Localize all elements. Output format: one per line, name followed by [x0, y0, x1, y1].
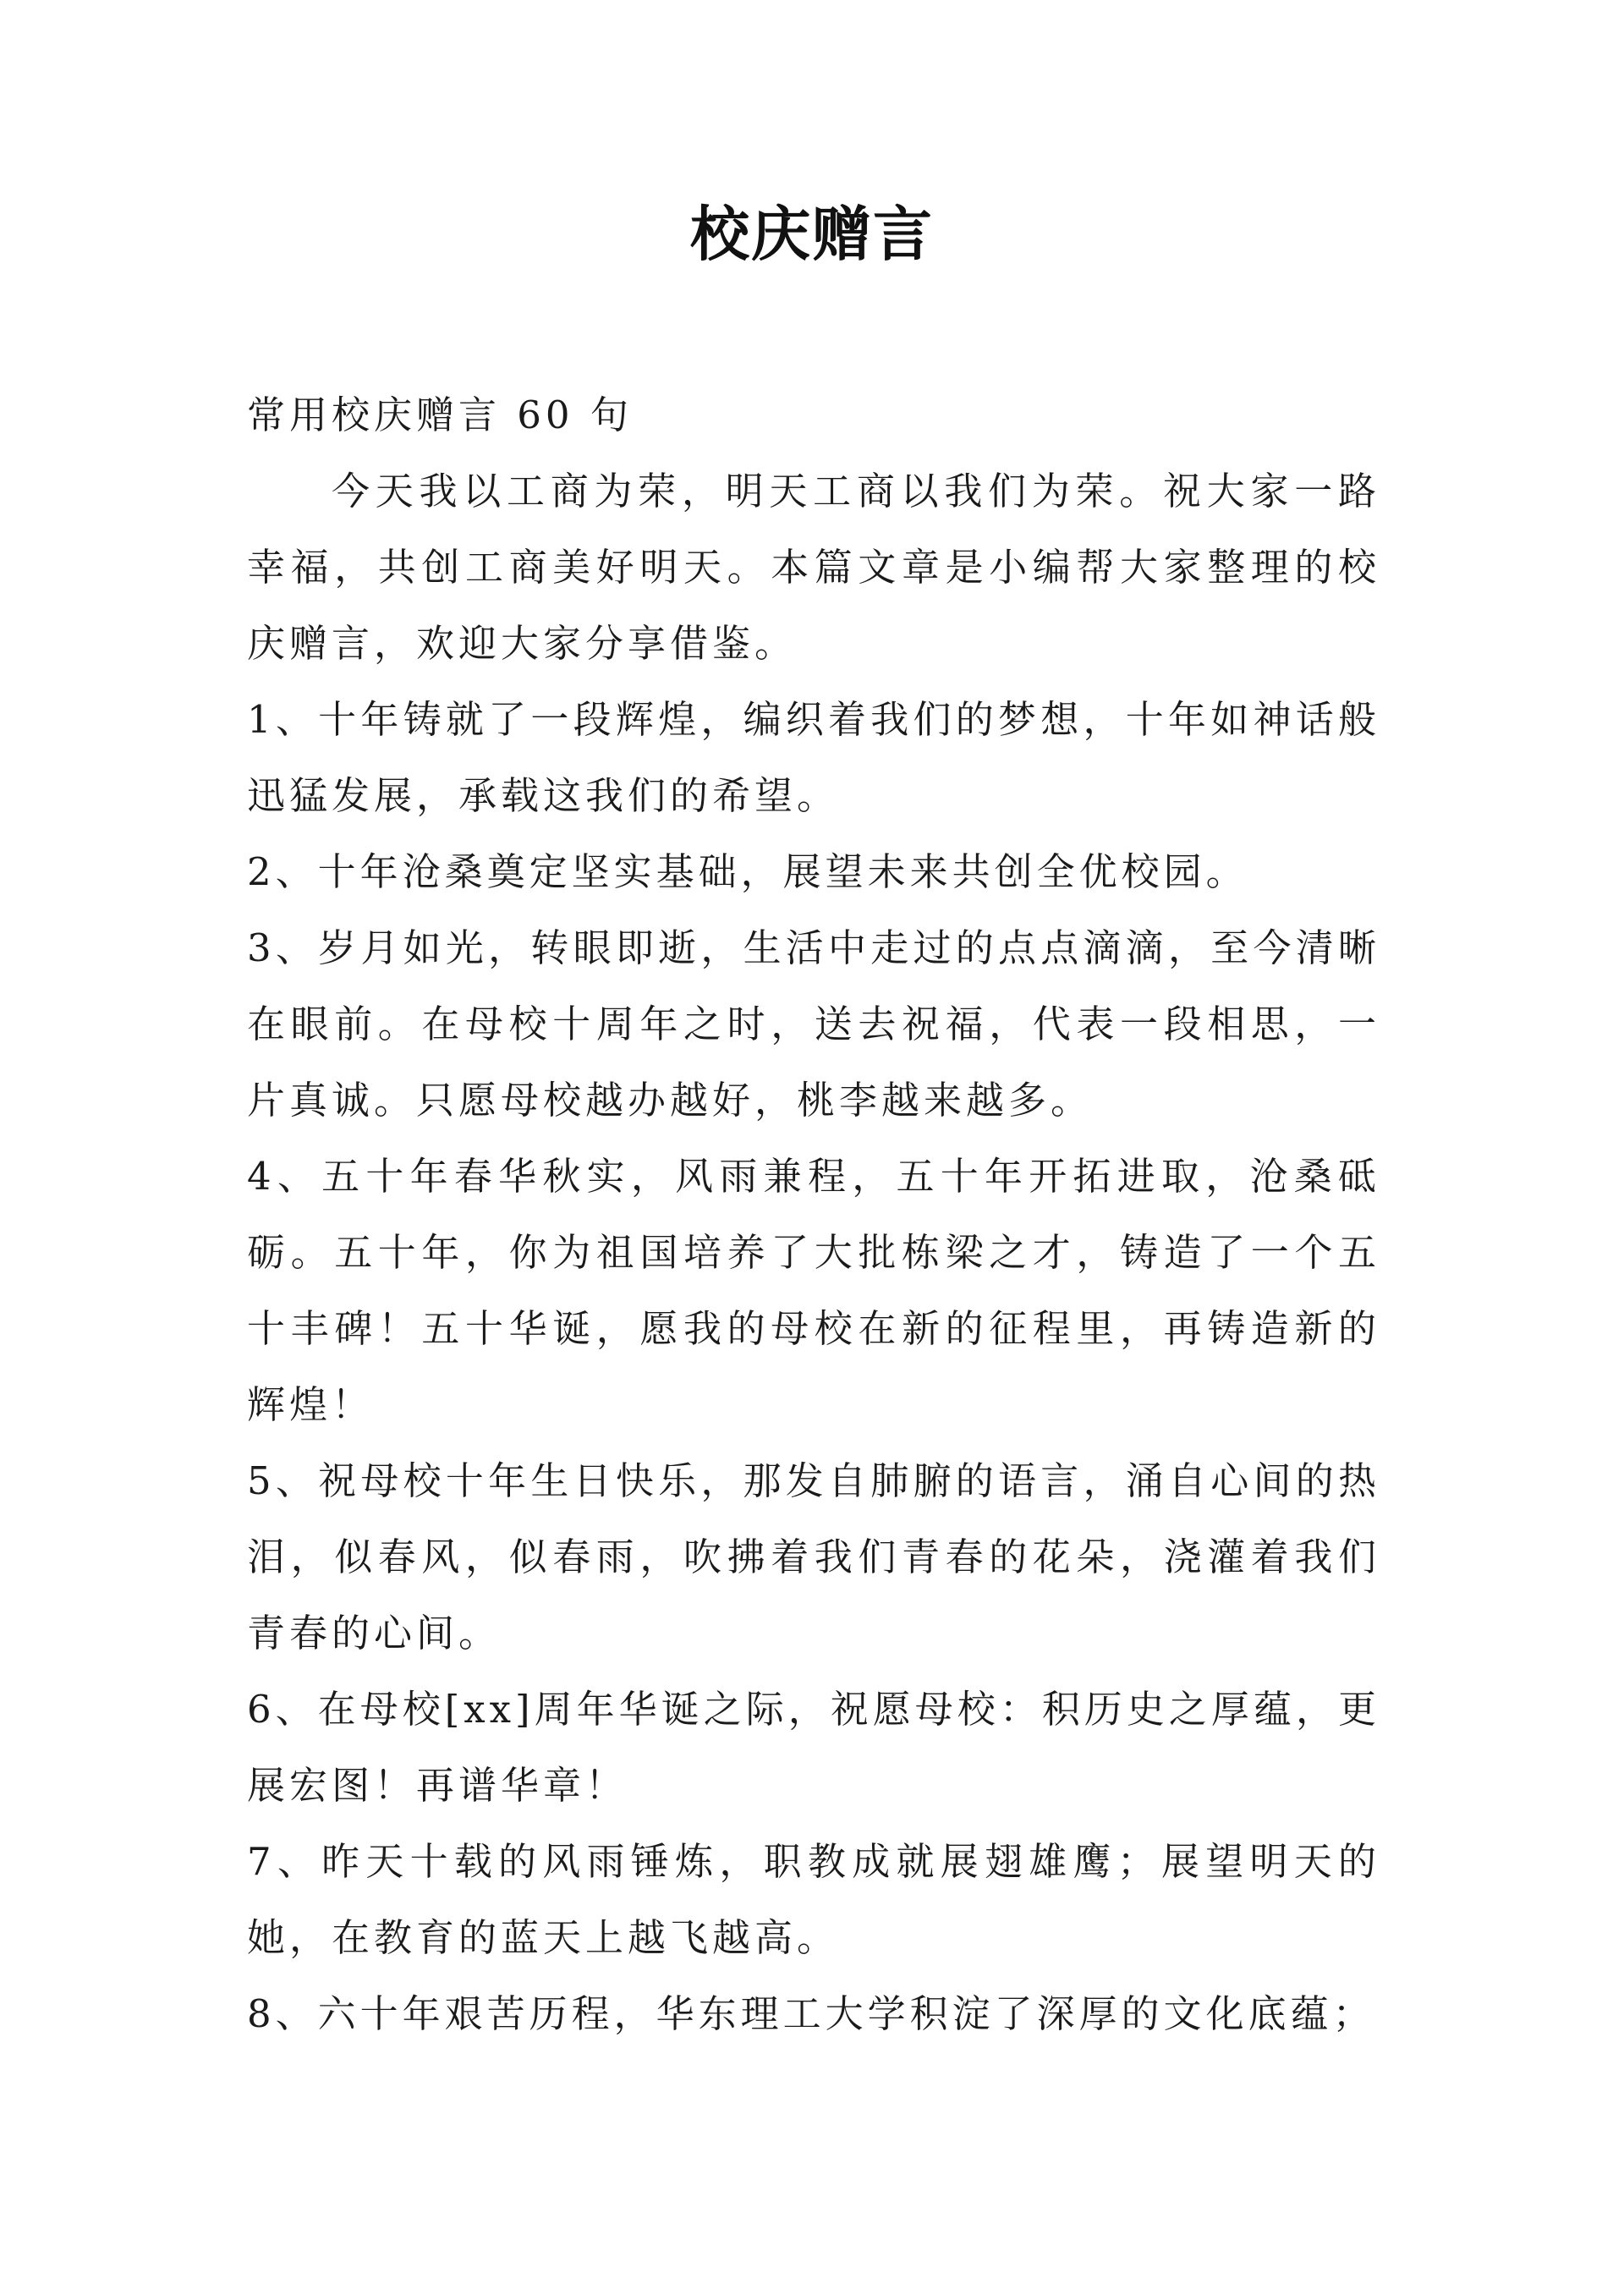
document-title: 校庆赠言	[690, 199, 934, 269]
list-item: 7、昨天十载的风雨锤炼，职教成就展翅雄鹰；展望明天的她，在教育的蓝天上越飞越高。	[247, 1839, 1380, 1960]
document-subtitle: 常用校庆赠言 60 句	[247, 393, 633, 437]
intro-paragraph: 今天我以工商为荣，明天工商以我们为荣。祝大家一路幸福，共创工商美好明天。本篇文章是小编帮大家整理的校庆赠言，欢迎大家分享借鉴。	[247, 469, 1380, 666]
list-item: 1、十年铸就了一段辉煌，编织着我们的梦想，十年如神话般迅猛发展，承载这我们的希望。	[247, 697, 1380, 818]
list-item: 6、在母校[xx]周年华诞之际，祝愿母校：积历史之厚蕴，更展宏图！再谱华章！	[247, 1687, 1380, 1808]
list-item: 5、祝母校十年生日快乐，那发自肺腑的语言，涌自心间的热泪，似春风，似春雨，吹拂着我们青春的花朵，浇灌着我们青春的心间。	[247, 1458, 1380, 1655]
list-item: 4、五十年春华秋实，风雨兼程，五十年开拓进取，沧桑砥砺。五十年，你为祖国培养了大批栋梁之才，铸造了一个五十丰碑！五十华诞，愿我的母校在新的征程里，再铸造新的辉煌！	[247, 1154, 1380, 1427]
list-item: 8、六十年艰苦历程，华东理工大学积淀了深厚的文化底蕴；	[247, 1991, 1375, 2036]
list-item: 2、十年沧桑奠定坚实基础，展望未来共创全优校园。	[247, 849, 1248, 894]
list-item: 3、岁月如光，转眼即逝，生活中走过的点点滴滴，至今清晰在眼前。在母校十周年之时，送去祝福，代表一段相思，一片真诚。只愿母校越办越好，桃李越来越多。	[247, 925, 1380, 1123]
document-body	[247, 377, 1380, 2052]
